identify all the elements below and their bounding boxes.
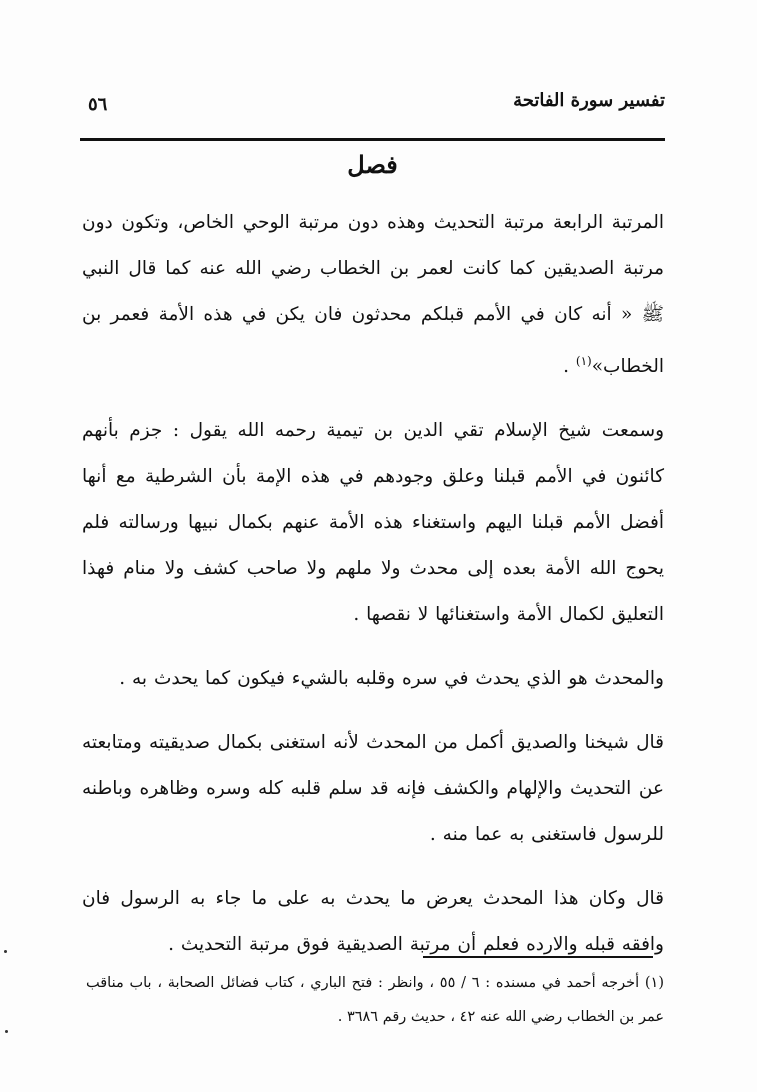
scan-speck bbox=[5, 1030, 8, 1033]
paragraph: قال وكان هذا المحدث يعرض ما يحدث به على ما جاء به الرسول فان وافقه قبله والارده فعلم أن مرتبة الصديقية فوق مرتبة التحديث . bbox=[82, 888, 664, 956]
paragraph: والمحدث هو الذي يحدث في سره وقلبه بالشيء فيكون كما يحدث به . bbox=[119, 668, 664, 690]
paragraph bbox=[82, 200, 664, 390]
paragraph: قال شيخنا والصديق أكمل من المحدث لأنه استغنى بكمال صديقيته ومتابعته عن التحديث والإلهام والكشف فإنه قد سلم قلبه كله وسره وظاهره وباطنه للرسول فاستغنى به عما منه . bbox=[82, 732, 664, 846]
paragraph-tail: . bbox=[563, 356, 576, 378]
section-heading: فصل bbox=[347, 150, 398, 179]
scan-speck bbox=[4, 950, 7, 953]
paragraph-text: المرتبة الرابعة مرتبة التحديث وهذه دون مرتبة الوحي الخاص، وتكون دون مرتبة الصديقين كما كانت لعمر بن الخطاب رضي الله عنه كما قال النبي ﷺ « أنه كان في الأمم قبلكم محدثون فان يكن في هذه الأمة فعمر بن الخطاب» bbox=[82, 212, 664, 378]
footnote-reference[interactable]: (١) bbox=[575, 354, 592, 368]
header-rule bbox=[80, 138, 665, 141]
paragraph: وسمعت شيخ الإسلام تقي الدين بن تيمية رحمه الله يقول : جزم بأنهم كائنون في الأمم قبلنا وعلق وجودهم في هذه الإمة بأن الشرطية مع أنها أفضل الأمم قبلنا اليهم واستغناء هذه الأمة عنهم بكمال نبيها ورسالته فلم يحوج الله الأمة بعده إلى محدث ولا ملهم ولا صاحب كشف ولا منام فهذا التعليق لكمال الأمة واستغنائها لا نقصها . bbox=[82, 420, 664, 626]
body-text bbox=[82, 200, 664, 968]
running-title: تفسير سورة الفاتحة bbox=[513, 90, 665, 111]
footnote: (١) أخرجه أحمد في مسنده : ٦ / ٥٥ ، وانظر : فتح الباري ، كتاب فضائل الصحابة ، باب مناقب عمر بن الخطاب رضي الله عنه ٤٢ ، حديث رقم ٣٦٨٦ . bbox=[86, 975, 665, 1025]
page-number: ٥٦ bbox=[88, 94, 108, 115]
footnote-rule bbox=[423, 956, 653, 958]
page-header bbox=[80, 86, 665, 130]
